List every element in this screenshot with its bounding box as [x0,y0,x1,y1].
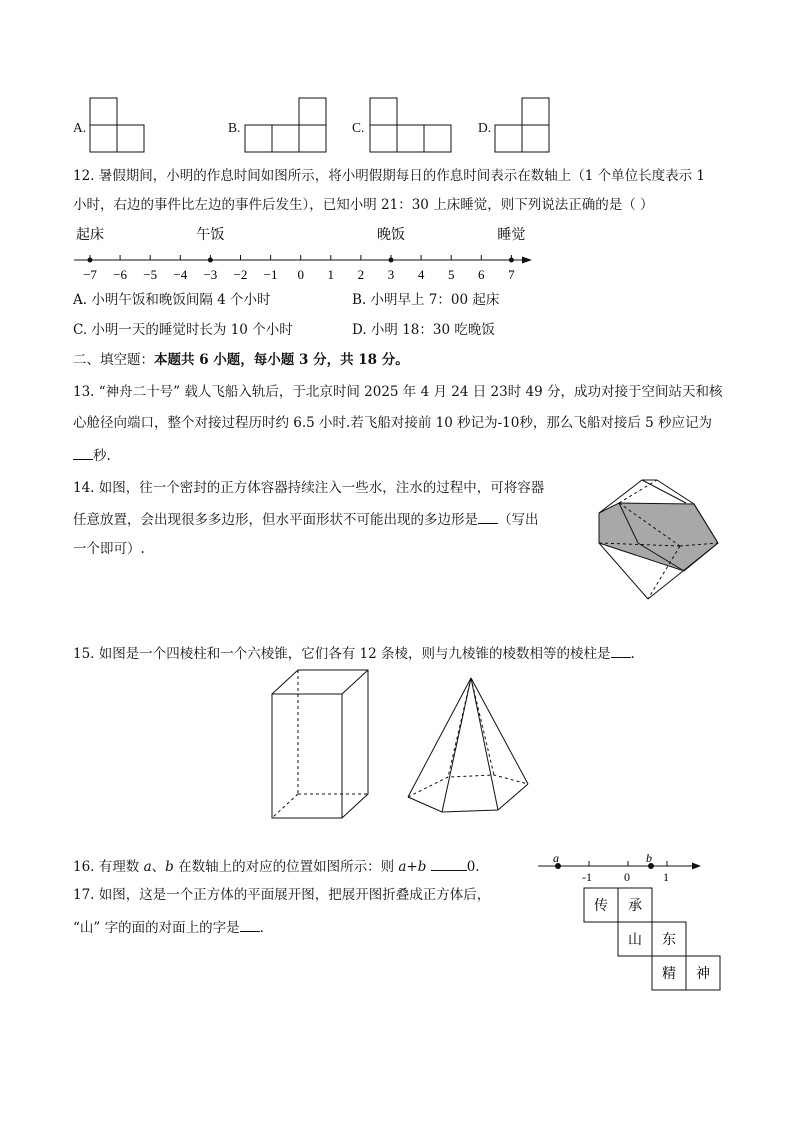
q16-sep: 、 [151,859,166,875]
q13-line3 [73,445,111,465]
q15-hexagonal-pyramid-figure [402,672,536,817]
q14-cube-water-figure [578,476,726,604]
option-b-net [243,96,331,156]
section-2-rule: 本题共 6 小题，每小题 3 分，共 18 分。 [154,352,409,368]
q12-event-label: 晚饭 [377,228,405,243]
net-cell-1: 传 [594,899,608,914]
q16-var-a: a [143,859,152,875]
q12-line1: 12. 暑假期间，小明的作息时间如图所示，将小明假期每日的作息时间表示在数轴上（1 个单位长度表示 1 [73,168,706,184]
q12-tick-label: −4 [173,267,188,282]
q16-number-line [536,850,706,890]
q12-tick-label: 7 [508,267,515,282]
net-cell-3: 山 [628,933,642,948]
q14-line1: 14. 如图，往一个密封的正方体容器持续注入一些水，注水的过程中，可将容器 [73,480,545,496]
q16-line [73,856,480,876]
q17-cube-net [582,886,722,994]
option-d-net [493,96,553,156]
q12-tick-label: −6 [113,267,128,282]
q13-line2: 心舱径向端口，整个对接过程历时约 6.5 小时.若飞船对接前 10 秒记为-10秒，那么飞船对接后 5 秒应记为 [73,415,713,431]
option-c-net [368,96,456,156]
q12-tick-label: 6 [478,267,485,282]
q12-choice-d: D. 小明 18：30 吃晚饭 [352,322,495,338]
q15-blank [611,643,631,658]
option-a-net [88,96,148,156]
net-cell-4: 东 [662,933,676,948]
q12-choice-a: A. 小明午饭和晚饭间隔 4 个小时 [73,292,271,308]
point-a-label: a [553,851,559,865]
q16-mid: 在数轴上的对应的位置如图所示：则 [178,859,395,875]
q14-line2 [73,509,539,529]
q13-line1: 13. “神舟二十号” 载人飞船入轨后，于北京时间 2025 年 4 月 24 日 23时 49 分，成功对接于空间站天和核 [73,384,723,400]
q17-prefix: “山” 字的面的对面上的字是 [73,920,240,936]
q12-tick-label: −3 [203,267,218,282]
q12-choice-c: C. 小明一天的睡觉时长为 10 个小时 [73,322,293,338]
q12-number-line [70,222,540,284]
q12-tick-label: 5 [447,267,455,282]
q14-line3: 一个即可）. [73,541,145,557]
option-d-label: D. [478,120,492,135]
q17-blank [240,917,260,932]
q12-tick-label: 4 [417,267,425,282]
tick-label-1: 1 [663,870,669,884]
section-2-prefix: 二、填空题： [73,352,154,368]
q12-tick-label: −5 [143,267,158,282]
q15-prefix: 15. 如图是一个四棱柱和一个六棱锥，它们各有 12 条棱，则与九棱锥的棱数相等的棱柱是 [73,646,611,662]
q12-choice-b: B. 小明早上 7：00 起床 [352,292,500,308]
option-c-label: C. [352,120,365,135]
net-cell-2: 承 [628,899,642,914]
net-cell-5: 精 [662,967,676,982]
q12-tick-label: 3 [387,267,395,282]
q13-suffix: 秒. [93,448,111,464]
q12-event-label: 睡觉 [497,228,526,243]
q12-line2: 小时，右边的事件比左边的事件后发生），已知小明 21：30 上床睡觉，则下列说法正确的是（ ） [73,197,654,213]
q14-line2-prefix: 任意放置，会出现很多多边形，但水平面形状不可能出现的多边形是 [73,512,478,528]
q12-event-label: 起床 [76,228,104,243]
tick-label-0: 0 [624,870,630,884]
q12-tick-label: 2 [357,267,365,282]
q15-line1 [73,643,635,663]
q16-var-b: b [165,859,174,875]
q17-line1: 17. 如图，这是一个正方体的平面展开图，把展开图折叠成正方体后， [73,887,491,903]
q12-tick-label: 1 [327,267,335,282]
section-2-heading [73,351,409,369]
q12-tick-label: −7 [83,267,97,282]
tick-label-neg1: -1 [582,870,592,884]
q14-blank [478,509,498,524]
point-b-label: b [646,851,652,865]
q16-suffix: 0. [466,859,480,875]
q16-blank [431,856,467,871]
option-b-label: B. [228,120,241,135]
q12-tick-label: −1 [263,267,278,282]
net-cell-6: 神 [696,967,710,982]
q12-tick-label: 0 [297,267,304,282]
q17-suffix: . [259,920,264,936]
q17-line2 [73,917,264,937]
option-a-label: A. [73,120,87,135]
q14-line2-suffix: （写出 [498,512,539,528]
q12-event-label: 午饭 [196,228,225,243]
q15-suffix: . [630,646,635,662]
q16-prefix: 16. 有理数 [73,859,140,875]
q15-quadrangular-prism-figure [266,664,376,824]
q12-tick-label: −2 [233,267,248,282]
q13-blank [73,445,93,460]
q16-expr: a+b [398,859,427,875]
